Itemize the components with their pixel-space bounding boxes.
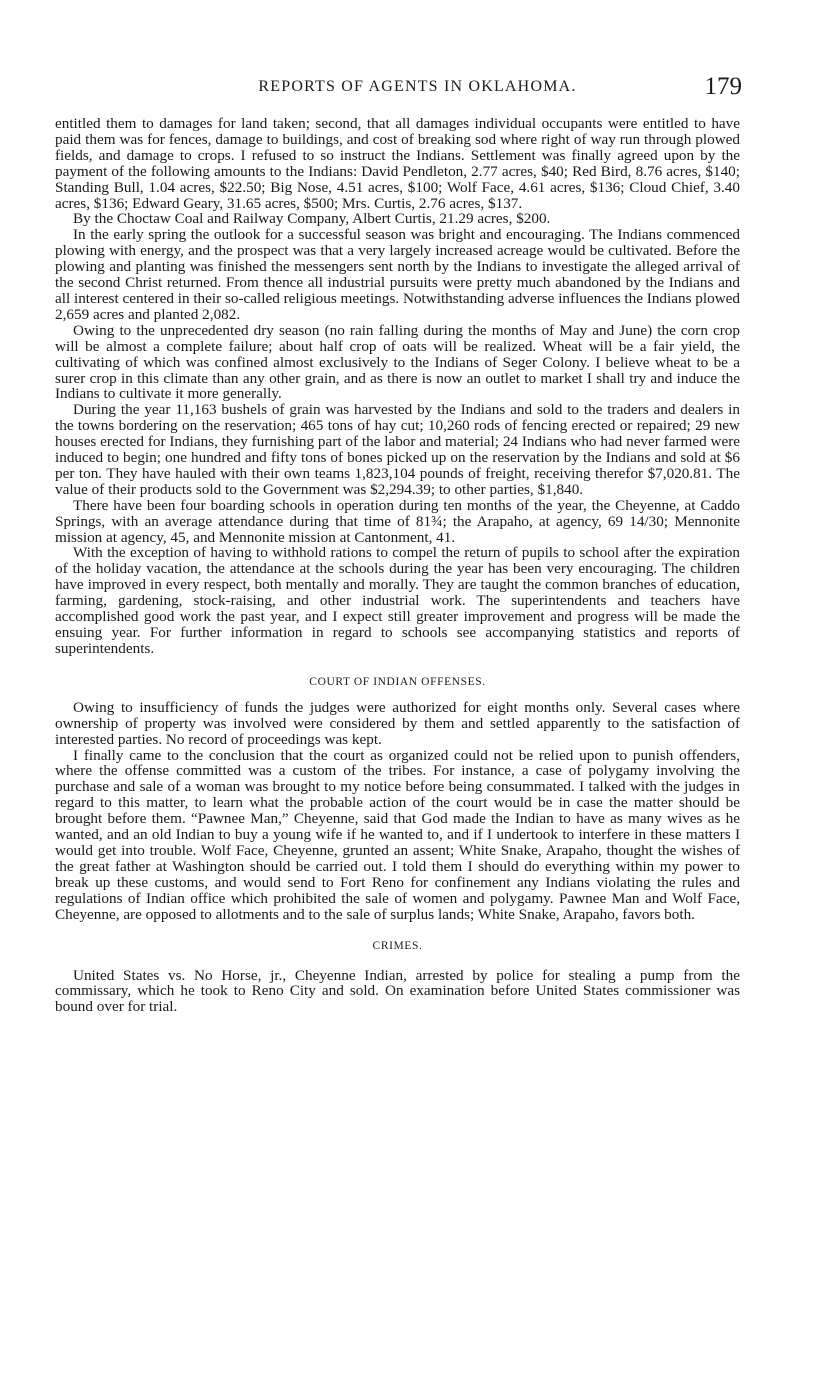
page-number: 179 (704, 73, 742, 100)
paragraph-spring-outlook: In the early spring the outlook for a successful season was bright and encouraging. The Indians commenced plowing with energy, and the prospect was that a very largely increased acreage would be cultivated. Before the plowing and planting was finished the messengers sent north by the Indians to investigate the alleged arrival of the second Christ returned. From thence all industrial pursuits were pretty much abandoned by the Indians and all interest centered in their so-called religious meetings. Notwithstanding adverse influences the Indians plowed 2,659 acres and planted 2,082. (55, 226, 740, 323)
paragraph-school-attendance: With the exception of having to withhold rations to compel the return of pupils to school after the expiration of the holiday vacation, the attendance at the schools during the year has been very encouraging. The children have improved in every respect, both mentally and morally. They are taught the common branches of education, farming, gardening, stock-raising, and other industrial work. The superintendents and teachers have accomplished good work the past year, and I expect still greater improvement and progress will be made the ensuing year. For further information in regard to schools see accompanying statistics and reports of superintendents. (55, 544, 740, 657)
paragraph-dry-season: Owing to the unprecedented dry season (no rain falling during the months of May and June) the corn crop will be almost a complete failure; about half crop of oats will be realized. Wheat will be a fair yield, the cultivating of which was confined almost exclusively to the Indians of Seger Colony. I believe wheat to be a surer crop in this climate than any other grain, and as there is now an outlet to market I shall try and induce the Indians to cultivate it more generally. (55, 321, 740, 403)
section-heading-court: COURT OF INDIAN OFFENSES. (309, 675, 486, 688)
section-heading-crimes: CRIMES. (372, 939, 423, 952)
running-header (55, 70, 740, 104)
paragraph-choctaw-coal: By the Choctaw Coal and Railway Company, Albert Curtis, 21.29 acres, $200. (73, 210, 551, 228)
paragraph-damages-settlement: entitled them to damages for land taken; second, that all damages individual occupants were entitled to have paid them was for fences, damage to buildings, and cost of breaking sod where right of way run through plowed fields, and damage to crops. I refused to so instruct the Indians. Settlement was finally agreed upon by the payment of the following amounts to the Indians: David Pendleton, 2.77 acres, $40; Red Bird, 8.76 acres, $140; Standing Bull, 1.04 acres, $22.50; Big Nose, 4.51 acres, $100; Wolf Face, 4.61 acres, $136; Cloud Chief, 3.40 acres, $136; Edward Geary, 31.65 acres, $500; Mrs. Curtis, 2.76 acres, $137. (55, 115, 740, 212)
body-text (55, 116, 740, 657)
paragraph-court-polygamy: I finally came to the conclusion that the court as organized could not be relied upon to punish offenders, where the offense committed was a custom of the tribes. For instance, a case of polygamy involving the purchase and sale of a woman was brought to my notice before being consummated. I talked with the judges in regard to this matter, to learn what the probable action of the court would be in case the matter should be brought before them. “Pawnee Man,” Cheyenne, said that God made the Indian to have as many wives as he wanted, and an old Indian to buy a young wife if he wanted to, and if I undertook to interfere in these matters I would get into trouble. Wolf Face, Cheyenne, grunted an assent; White Snake, Arapaho, thought the wishes of the great father at Washington should be carried out. I told them I should do everything within my power to break up these customs, and would send to Fort Reno for confinement any Indians violating the rules and regulations of Indian office which prohibited the sale of women and polygamy. Pawnee Man and Wolf Face, Cheyenne, are opposed to allotments and to the sale of surplus lands; White Snake, Arapaho, favors both. (55, 746, 740, 923)
paragraph-crime-no-horse: United States vs. No Horse, jr., Cheyenne Indian, arrested by police for stealing a pump from the commissary, which he took to Reno City and sold. On examination before United States commissioner was bound over for trial. (55, 966, 740, 1016)
paragraph-harvest: During the year 11,163 bushels of grain was harvested by the Indians and sold to the traders and dealers in the towns bordering on the reservation; 465 tons of hay cut; 10,260 rods of fencing erected or repaired; 29 new houses erected for Indians, they furnishing part of the labor and material; 24 Indians who had never farmed were induced to begin; one hundred and fifty tons of bones picked up on the reservation by the Indians and sold at $6 per ton. They have hauled with their own teams 1,823,104 pounds of freight, receiving therefor $7,020.81. The value of their products sold to the Government was $2,294.39; to other parties, $1,840. (55, 401, 740, 498)
page-title: REPORTS OF AGENTS IN OKLAHOMA. (258, 78, 577, 95)
court-section (55, 700, 740, 923)
crimes-section (55, 968, 740, 1016)
paragraph-court-funds: Owing to insufficiency of funds the judges were authorized for eight months only. Several cases where ownership of property was involved were considered by them and settled apparently to the satisfaction of interested parties. No record of proceedings was kept. (55, 698, 740, 748)
paragraph-boarding-schools: There have been four boarding schools in operation during ten months of the year, the Cheyenne, at Caddo Springs, with an average attendance during that time of 81¾; the Arapaho, at agency, 69 14/30; Mennonite mission at agency, 45, and Mennonite mission at Cantonment, 41. (55, 496, 740, 546)
